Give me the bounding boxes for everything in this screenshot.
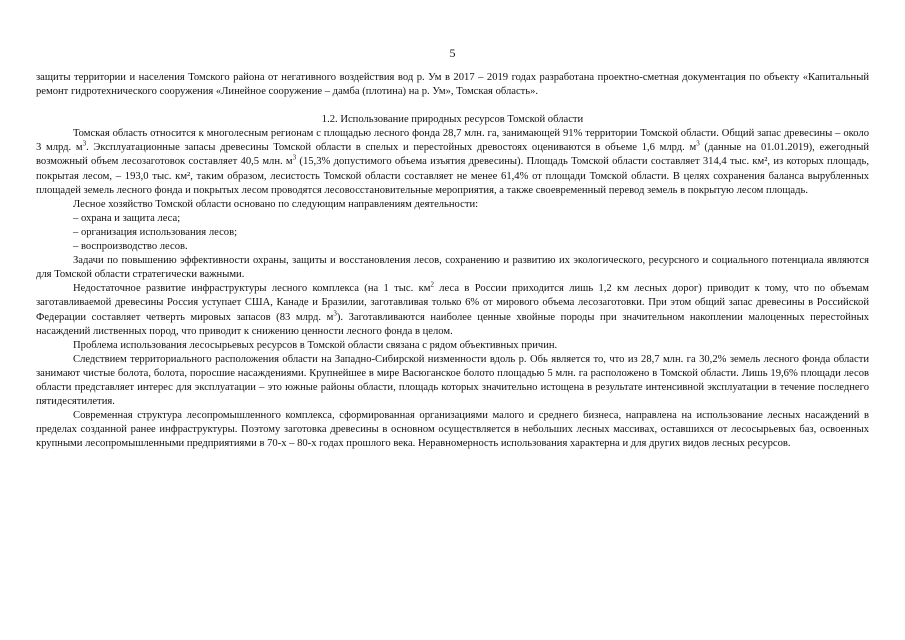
- page-number: 5: [449, 46, 456, 60]
- paragraph-problem: Проблема использования лесосырьевых ресурсов в Томской области связана с рядом объективных причин.: [73, 339, 558, 351]
- superscript: 3: [696, 139, 700, 148]
- text-run: Недостаточное развитие инфраструктуры лесного комплекса (на 1 тыс. км: [73, 283, 431, 295]
- list-item: – организация использования лесов;: [73, 226, 238, 238]
- superscript: 3: [292, 153, 297, 162]
- superscript: 3: [333, 308, 337, 317]
- paragraph-infrastructure: [36, 282, 869, 338]
- superscript: 3: [82, 139, 87, 148]
- list-item: – воспроизводство лесов.: [73, 241, 188, 253]
- paragraph-structure: Современная структура лесопромышленного комплекса, сформированная организациями малого и среднего бизнеса, направлена на использование лесных насаждений в пределах созданной ранее инфраструктуры. Поэтому заготовка древесины в основном осуществляется в небольших лесных массивах, оставшихся от лесосырьевых баз, освоенных крупными лесопромышленными предприятиями в 70-х – 80-х годах прошлого века. Неравномерность использования характерна и для других видов лесных ресурсов.: [36, 410, 869, 450]
- section-heading: 1.2. Использование природных ресурсов Томской области: [321, 114, 584, 126]
- paragraph-geography: Следствием территориального расположения области на Западно-Сибирской низменности вдоль р. Обь является то, что из 28,7 млн. га 30,2% земель лесного фонда области занимают чистые болота, болота, поросшие насаждениями. Крупнейшее в мире Васюганское болото площадью 5 млн. га расположено в Томской области. Лишь 19,6% площади лесов области представляет интерес для эксплуатации – это южные районы области, площадь которых значительно истощена в результате интенсивной эксплуатации в течение последнего пятидесятилетия.: [36, 353, 869, 408]
- paragraph-forest-overview: [36, 127, 869, 197]
- text-run: леса в России приходится лишь 1,2 км лесных дорог) приводит к тому, что по объемам заготавливаемой древесины Россия уступает США, Канаде и Бразилии, заготавливая только 6% от мирового объема лесозаготовки. При этом общий запас древесины в Российской Федерации составляет четверть мировых запасов (83 млрд. м: [36, 283, 870, 323]
- superscript: 2: [430, 280, 434, 289]
- paragraph-directions: Лесное хозяйство Томской области основано по следующим направлениям деятельности:: [73, 198, 479, 210]
- text-run: (15,3% допустимого объема изъятия древесины). Площадь Томской области составляет 314,4 тыс. км², из которых площадь, покрытая лесом, – 193,0 тыс. км², таким образом, лесистость Томской области составляет не менее 61,4% от площади Томской области. В целях сохранения баланса вырубленных площадей земель лесного фонда и покрытых лесом проводятся лесовосстановительные мероприятия, а также своевременный перевод земель в покрытую лесом площадь.: [36, 156, 869, 196]
- paragraph-tasks: Задачи по повышению эффективности охраны, защиты и восстановления лесов, сохранению и развитию их экологического, ресурсного и социального потенциала являются для Томской области стратегически важными.: [36, 255, 869, 281]
- text-run: Томская область относится к многолесным регионам с площадью лесного фонда 28,7 млн. га, занимающей 91% территории Томской области. Общий запас древесины – около 3 млрд. м: [36, 128, 869, 154]
- list-item: – охрана и защита леса;: [73, 212, 181, 224]
- document-body: [36, 71, 869, 451]
- text-run: . Эксплуатационные запасы древесины Томской области в спелых и перестойных древостоях оцениваются в объеме 1,6 млрд. м: [86, 142, 697, 154]
- text-run: ). Заготавливаются наиболее ценные хвойные породы при значительном накоплении малоценных перестойных насаждений лиственных пород, что приводит к снижению ценности лесного фонда в целом.: [36, 311, 869, 337]
- text-run: (данные на 01.01.2019), ежегодный возможный объем лесозаготовок составляет 40,5 млн. м: [36, 142, 869, 168]
- intro-paragraph: защиты территории и населения Томского района от негативного воздействия вод р. Ум в 2017 – 2019 годах разработана проектно-сметная документация по объекту «Капитальный ремонт гидротехнического сооружения «Линейное сооружение – дамба (плотина) на р. Ум», Томская область».: [36, 72, 869, 98]
